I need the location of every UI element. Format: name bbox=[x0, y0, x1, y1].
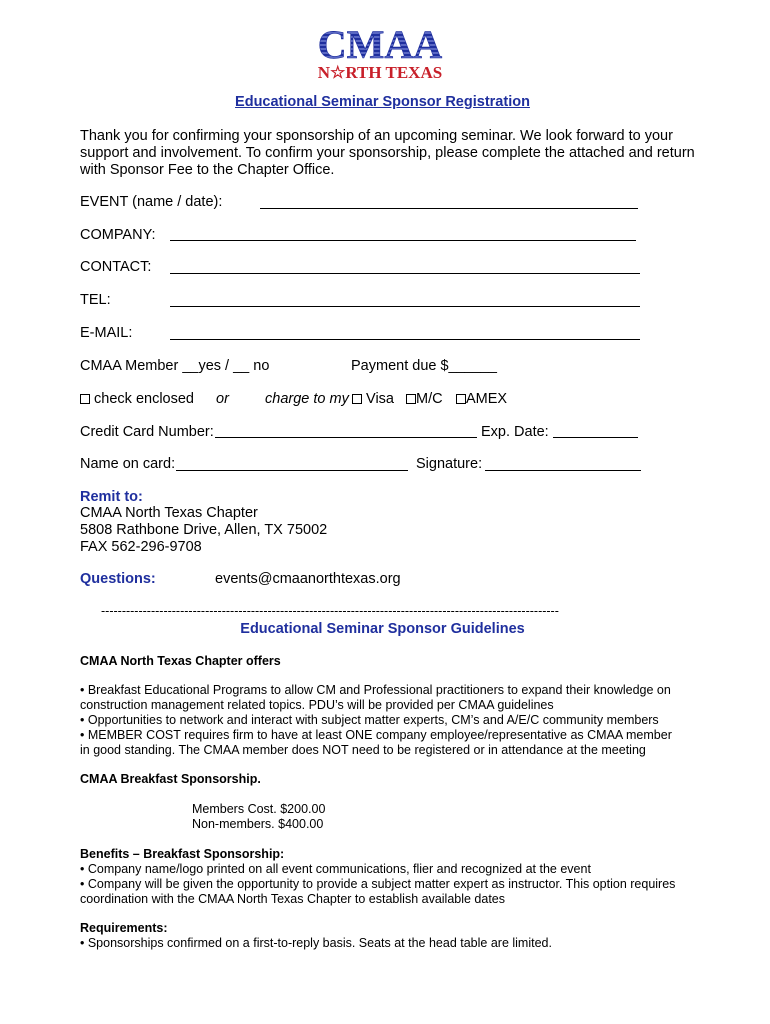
exp-label: Exp. Date: bbox=[481, 424, 549, 440]
members-cost: Members Cost. $200.00 bbox=[192, 802, 326, 816]
payment-due[interactable]: Payment due $______ bbox=[351, 358, 497, 374]
visa-label: Visa bbox=[366, 391, 394, 407]
signature-label: Signature: bbox=[416, 456, 483, 472]
cmaa-logo-graphic bbox=[300, 22, 460, 84]
offers-line-4: • MEMBER COST requires firm to have at least ONE company employee/representative as CMAA member bbox=[80, 728, 672, 742]
remit-heading: Remit to: bbox=[80, 489, 143, 505]
questions-label: Questions: bbox=[80, 571, 156, 587]
separator-line: -------------------------------------------------------------------------------------------------------------- bbox=[101, 604, 559, 618]
page-title: Educational Seminar Sponsor Registration bbox=[235, 94, 530, 110]
requirements-heading: Requirements: bbox=[80, 921, 168, 935]
remit-line-2: 5808 Rathbone Drive, Allen, TX 75002 bbox=[80, 522, 328, 538]
event-label: EVENT (name / date): bbox=[80, 194, 223, 210]
checkbox-icon[interactable] bbox=[352, 394, 362, 404]
remit-line-3: FAX 562-296-9708 bbox=[80, 539, 202, 555]
offers-line-3: • Opportunities to network and interact with subject matter experts, CM’s and A/E/C community members bbox=[80, 713, 659, 727]
checkbox-icon[interactable] bbox=[406, 394, 416, 404]
visa-option[interactable] bbox=[352, 391, 394, 408]
remit-line-1: CMAA North Texas Chapter bbox=[80, 505, 258, 521]
event-field[interactable] bbox=[260, 208, 638, 209]
logo-text-cmaa: CMAA bbox=[317, 22, 443, 67]
name-on-card-field[interactable] bbox=[176, 470, 408, 471]
amex-label: AMEX bbox=[466, 391, 508, 407]
intro-line-2: support and involvement. To confirm your sponsorship, please complete the attached and return bbox=[80, 145, 695, 161]
intro-line-1: Thank you for confirming your sponsorship of an upcoming seminar. We look forward to your bbox=[80, 128, 673, 144]
exp-field[interactable] bbox=[553, 437, 638, 438]
offers-line-2: construction management related topics. PDU’s will be provided per CMAA guidelines bbox=[80, 698, 554, 712]
tel-field[interactable] bbox=[170, 306, 640, 307]
requirements-line-1: • Sponsorships confirmed on a first-to-reply basis. Seats at the head table are limited. bbox=[80, 936, 552, 950]
cmaa-logo bbox=[300, 22, 460, 84]
nonmembers-cost: Non-members. $400.00 bbox=[192, 817, 324, 831]
mc-label: M/C bbox=[416, 391, 443, 407]
company-field[interactable] bbox=[170, 240, 636, 241]
email-label: E-MAIL: bbox=[80, 325, 133, 341]
check-enclosed-label: check enclosed bbox=[94, 391, 194, 407]
mc-option[interactable] bbox=[406, 391, 443, 408]
name-on-card-label: Name on card: bbox=[80, 456, 176, 472]
benefits-line-2: • Company will be given the opportunity to provide a subject matter expert as instructor. This option requires bbox=[80, 877, 676, 891]
checkbox-icon[interactable] bbox=[80, 394, 90, 404]
member-question[interactable]: CMAA Member __yes / __ no bbox=[80, 358, 270, 374]
contact-field[interactable] bbox=[170, 273, 640, 274]
charge-to-label: charge to my bbox=[265, 391, 349, 407]
or-text: or bbox=[216, 391, 229, 407]
intro-line-3: with Sponsor Fee to the Chapter Office. bbox=[80, 162, 335, 178]
offers-heading: CMAA North Texas Chapter offers bbox=[80, 654, 281, 668]
cc-label: Credit Card Number: bbox=[80, 424, 214, 440]
offers-line-5: in good standing. The CMAA member does NOT need to be registered or in attendance at the meeting bbox=[80, 743, 646, 757]
company-label: COMPANY: bbox=[80, 227, 156, 243]
check-enclosed-option[interactable] bbox=[80, 391, 194, 408]
logo-text-north-texas: N☆RTH TEXAS bbox=[317, 63, 443, 82]
benefits-line-3: coordination with the CMAA North Texas Chapter to establish available dates bbox=[80, 892, 506, 906]
email-field[interactable] bbox=[170, 339, 640, 340]
breakfast-heading: CMAA Breakfast Sponsorship. bbox=[80, 772, 261, 786]
checkbox-icon[interactable] bbox=[456, 394, 466, 404]
questions-email[interactable]: events@cmaanorthtexas.org bbox=[215, 571, 401, 587]
amex-option[interactable] bbox=[456, 391, 507, 408]
guidelines-title: Educational Seminar Sponsor Guidelines bbox=[240, 621, 525, 637]
benefits-line-1: • Company name/logo printed on all event communications, flier and recognized at the event bbox=[80, 862, 591, 876]
contact-label: CONTACT: bbox=[80, 259, 152, 275]
signature-field[interactable] bbox=[485, 470, 641, 471]
offers-line-1: • Breakfast Educational Programs to allow CM and Professional practitioners to expand their knowledge on bbox=[80, 683, 671, 697]
tel-label: TEL: bbox=[80, 292, 111, 308]
cc-field[interactable] bbox=[215, 437, 477, 438]
benefits-heading: Benefits – Breakfast Sponsorship: bbox=[80, 847, 285, 861]
